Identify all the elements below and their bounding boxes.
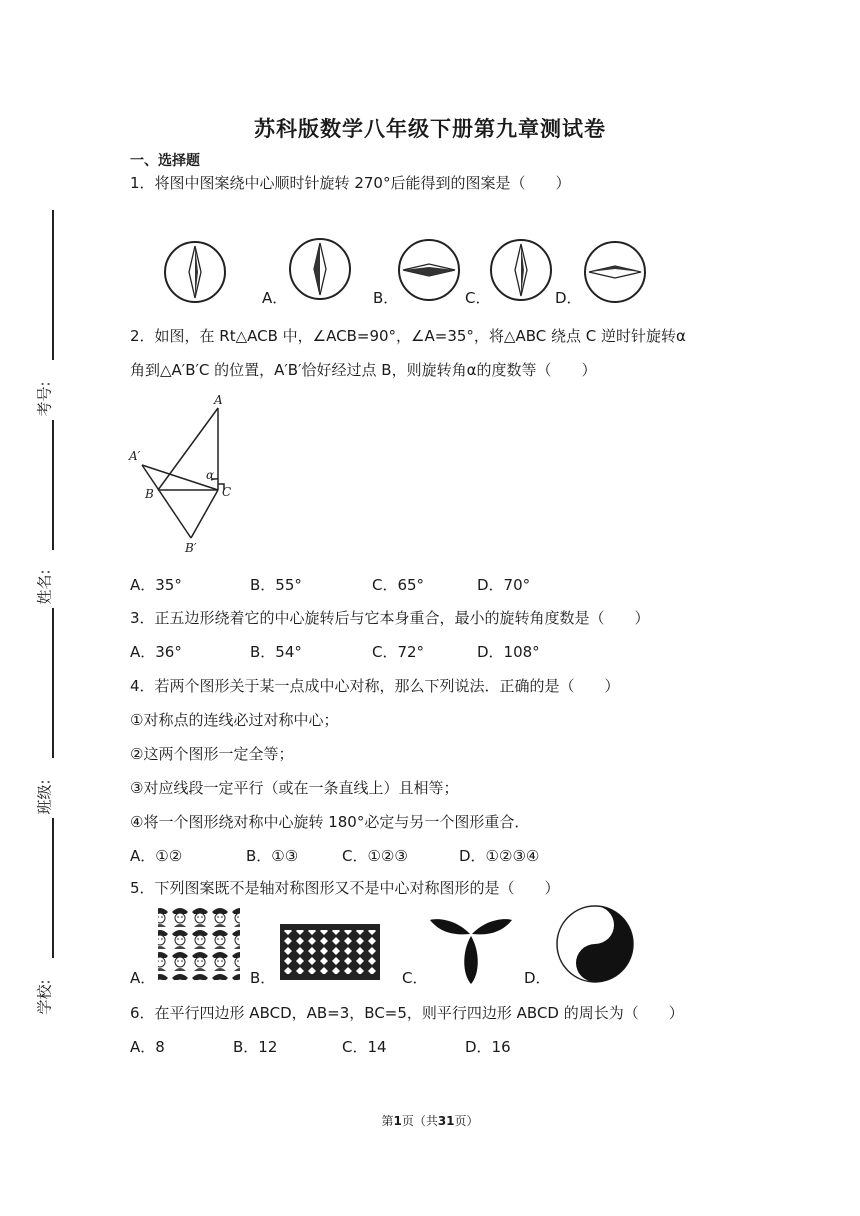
question-2-stem-line-2: 角到△A′B′C 的位置，A′B′恰好经过点 B，则旋转角α的度数等（ ） — [130, 361, 597, 379]
q3-option-a: A．36° — [130, 643, 182, 661]
q4-statement-3: ③对应线段一定平行（或在一条直线上）且相等； — [130, 779, 459, 797]
question-2-triangle-figure — [125, 390, 245, 555]
footer-total-pages: 31 — [437, 1114, 455, 1128]
q1-option-d: D． — [555, 289, 582, 307]
footer-page-number: 1 — [393, 1114, 402, 1128]
q5-option-c-propeller-icon — [430, 919, 512, 984]
q1-option-b-compass-icon — [399, 240, 459, 300]
q2-option-a: A．35° — [130, 576, 182, 594]
q5-option-d-yin-yang-icon — [557, 906, 633, 982]
q4-option-c: C．①②③ — [342, 847, 408, 865]
question-4-stem: 4．若两个图形关于某一点成中心对称，那么下列说法．正确的是（ ） — [130, 677, 620, 695]
section-heading: 一、选择题 — [130, 153, 200, 169]
fig-label-b-prime: B′ — [185, 541, 197, 555]
q6-option-c: C．14 — [342, 1038, 387, 1056]
exam-number-label: 考号: — [35, 381, 54, 417]
q3-option-b: B．54° — [250, 643, 302, 661]
page-footer — [0, 1112, 860, 1129]
margin-line — [52, 818, 54, 958]
q2-option-b: B．55° — [250, 576, 302, 594]
q4-statement-1: ①对称点的连线必过对称中心； — [130, 711, 339, 729]
q1-option-c-compass-icon — [491, 240, 551, 300]
question-1-figures — [155, 232, 675, 312]
question-1-stem: 1．将图中图案绕中心顺时针旋转 270°后能得到的图案是（ ） — [130, 174, 571, 192]
q6-option-a: A．8 — [130, 1038, 165, 1056]
margin-line — [52, 608, 54, 758]
q1-option-d-compass-icon — [585, 242, 645, 302]
name-label: 姓名: — [35, 569, 54, 605]
question-6-stem: 6．在平行四边形 ABCD，AB=3，BC=5，则平行四边形 ABCD 的周长为（ ） — [130, 1004, 684, 1022]
q4-statement-4: ④将一个图形绕对称中心旋转 180°必定与另一个图形重合． — [130, 813, 530, 831]
q4-option-a: A．①② — [130, 847, 183, 865]
q5-option-a: A． — [130, 969, 156, 987]
q5-option-b: B． — [250, 969, 276, 987]
margin-line — [52, 420, 54, 550]
fig-label-a-prime: A′ — [129, 449, 141, 463]
page-title: 苏科版数学八年级下册第九章测试卷 — [254, 117, 606, 141]
q5-option-a-pattern-icon — [158, 908, 240, 980]
q3-option-d: D．108° — [477, 643, 540, 661]
q3-option-c: C．72° — [372, 643, 425, 661]
q2-option-d: D．70° — [477, 576, 531, 594]
q5-option-c: C． — [402, 969, 428, 987]
q4-statement-2: ②这两个图形一定全等； — [130, 745, 294, 763]
fig-label-c: C — [222, 485, 232, 499]
q4-option-b: B．①③ — [246, 847, 299, 865]
q1-option-b: B． — [373, 289, 399, 307]
q6-option-b: B．12 — [233, 1038, 278, 1056]
q1-option-a: A． — [262, 289, 288, 307]
q1-original-compass-icon — [165, 242, 225, 302]
margin-line — [52, 210, 54, 360]
footer-prefix: 第 — [381, 1114, 394, 1128]
fig-label-a: A — [214, 393, 223, 407]
footer-mid: 页（共 — [401, 1114, 438, 1128]
q4-option-d: D．①②③④ — [459, 847, 540, 865]
q2-option-c: C．65° — [372, 576, 425, 594]
question-2-stem-line-1: 2．如图，在 Rt△ACB 中，∠ACB=90°，∠A=35°，将△ABC 绕点 C 逆时针旋转α — [130, 327, 686, 345]
q1-option-a-compass-icon — [290, 239, 350, 299]
q1-option-c: C． — [465, 289, 491, 307]
q5-option-b-pattern-icon — [280, 924, 380, 980]
school-label: 学校: — [35, 979, 54, 1015]
class-label: 班级: — [35, 779, 54, 815]
fig-label-b: B — [145, 487, 154, 501]
fig-label-alpha: α — [206, 468, 215, 482]
question-5-stem: 5．下列图案既不是轴对称图形又不是中心对称图形的是（ ） — [130, 879, 560, 897]
footer-suffix: 页） — [454, 1114, 479, 1128]
q6-option-d: D．16 — [465, 1038, 511, 1056]
q5-option-d: D． — [524, 969, 551, 987]
question-3-stem: 3．正五边形绕着它的中心旋转后与它本身重合，最小的旋转角度数是（ ） — [130, 609, 650, 627]
